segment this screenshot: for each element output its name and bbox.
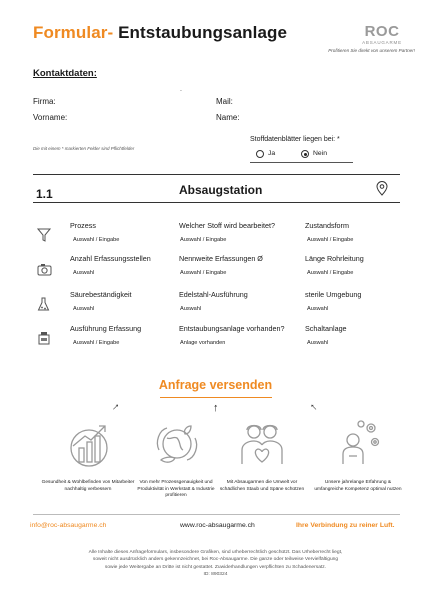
field-label: Prozess [70, 221, 96, 230]
name-field[interactable]: Name: [216, 113, 240, 122]
mail-field[interactable]: Mail: [216, 97, 233, 106]
title-accent: Formular- [33, 23, 114, 42]
send-inquiry-button[interactable]: Anfrage versenden [158, 378, 273, 392]
benefit-caption: Gesundheit & Wohlbefinden von Mitarbeiter nachhaltig verbessern [41, 480, 135, 492]
field-label: Ausführung Erfassung [70, 324, 142, 333]
page-title [33, 23, 287, 43]
arrow-up-left-icon: ↑ [307, 400, 320, 414]
legal-line-1: Alle Inhalte dieses Anfrageformulars, insbesondere Grafiken, sind urheberrechtlich geschützt. Das Urheberrecht liegt, [88, 550, 343, 555]
benefit-caption: Unsere jahrelange Erfahrung & umfangreiche Kompetenz optimal nutzen [314, 480, 402, 492]
datasheet-question: Stoffdatenblätter liegen bei: * [250, 136, 340, 143]
machine-icon [37, 331, 51, 346]
inquiry-underline [160, 397, 272, 398]
field-label: Säurebeständigkeit [70, 290, 132, 299]
field-label: Schaltanlage [305, 324, 347, 333]
field-label: Zustandsform [305, 221, 349, 230]
logo-mark: ROC [364, 23, 400, 40]
vorname-field[interactable]: Vorname: [33, 113, 68, 122]
field-label: sterile Umgebung [305, 290, 362, 299]
footer-email-link[interactable]: info@roc-absaugarme.ch [30, 522, 107, 529]
stray-dot: . [180, 86, 182, 93]
contact-heading: Kontaktdaten: [33, 68, 97, 79]
required-note: Die mit einem * markierten Felder sind Pflichtfelder [33, 146, 135, 151]
radio-ja[interactable] [256, 150, 264, 158]
tagline: Profitieren Sie direkt von unserem Partner! [328, 48, 415, 53]
radio-nein[interactable] [301, 150, 309, 158]
field-select[interactable]: Auswahl / Eingabe [73, 340, 120, 346]
benefit-caption: Von mehr Prozessgenauigkeit und Produktivität in Werkstatt & Industrie profitieren [137, 480, 215, 499]
section-title: Absaugstation [179, 183, 263, 197]
field-select[interactable]: Auswahl [307, 306, 329, 312]
legal-line-2: soweit nicht ausdrücklich anders gekennzeichnet, bei Roc-Absaugarme. Die ganze oder teilweise Vervielfältigung [92, 557, 339, 563]
field-label: Länge Rohrleitung [305, 254, 364, 263]
field-select[interactable]: Anlage vorhanden [180, 340, 226, 346]
roc-logo [352, 24, 412, 45]
field-label: Entstaubungsanlage vorhanden? [179, 324, 285, 333]
document-id: ID: 890324 [203, 572, 228, 578]
arrow-up-icon: ↑ [213, 402, 219, 414]
field-label: Nennweite Erfassungen Ø [179, 254, 263, 263]
field-label: Welcher Stoff wird bearbeitet? [179, 221, 276, 230]
field-label: Anzahl Erfassungsstellen [70, 254, 151, 263]
section-number: 1.1 [36, 187, 53, 201]
footer-website-link[interactable]: www.roc-absaugarme.ch [180, 522, 255, 529]
funnel-icon [37, 228, 51, 242]
legal-notice [50, 549, 381, 579]
workers-icon [236, 418, 288, 470]
field-label: Edelstahl-Ausführung [179, 290, 248, 299]
flask-icon [37, 297, 50, 312]
field-select[interactable]: Auswahl / Eingabe [307, 270, 354, 276]
logo-subtitle: ABSAUGARME [362, 40, 402, 45]
field-select[interactable]: Auswahl / Eingabe [180, 237, 227, 243]
benefit-caption: Mit Absaugarmen die Umwelt vor schädlichen Staub und Späne schützen [219, 480, 305, 492]
field-select[interactable]: Auswahl / Eingabe [180, 270, 227, 276]
field-select[interactable]: Auswahl [180, 306, 202, 312]
arrow-up-right-icon: ↑ [109, 400, 122, 414]
field-select[interactable]: Auswahl [73, 270, 95, 276]
footer-slogan: Ihre Verbindung zu reiner Luft. [296, 522, 395, 529]
growth-arrow-icon [63, 418, 115, 470]
divider-top [33, 174, 400, 175]
location-pin-icon [376, 181, 388, 196]
datasheet-underline [250, 162, 353, 163]
expert-gears-icon [331, 418, 383, 470]
field-select[interactable]: Auswahl / Eingabe [307, 237, 354, 243]
field-select[interactable]: Auswahl / Eingabe [73, 237, 120, 243]
globe-leaves-icon [151, 418, 203, 470]
legal-line-3: sowie jede Weitergabe an Dritte ist nicht gestattet. Zuwiderhandlungen verpflichten zu Schadenersatz. [104, 564, 327, 570]
radio-ja-label: Ja [268, 150, 276, 157]
field-select[interactable]: Auswahl [307, 340, 329, 346]
radio-nein-label: Nein [313, 150, 327, 157]
field-select[interactable]: Auswahl [73, 306, 95, 312]
firma-field[interactable]: Firma: [33, 97, 56, 106]
title-main: Entstaubungsanlage [118, 23, 288, 42]
divider-section [33, 202, 400, 203]
footer-divider [33, 514, 400, 515]
camera-icon [37, 263, 52, 276]
